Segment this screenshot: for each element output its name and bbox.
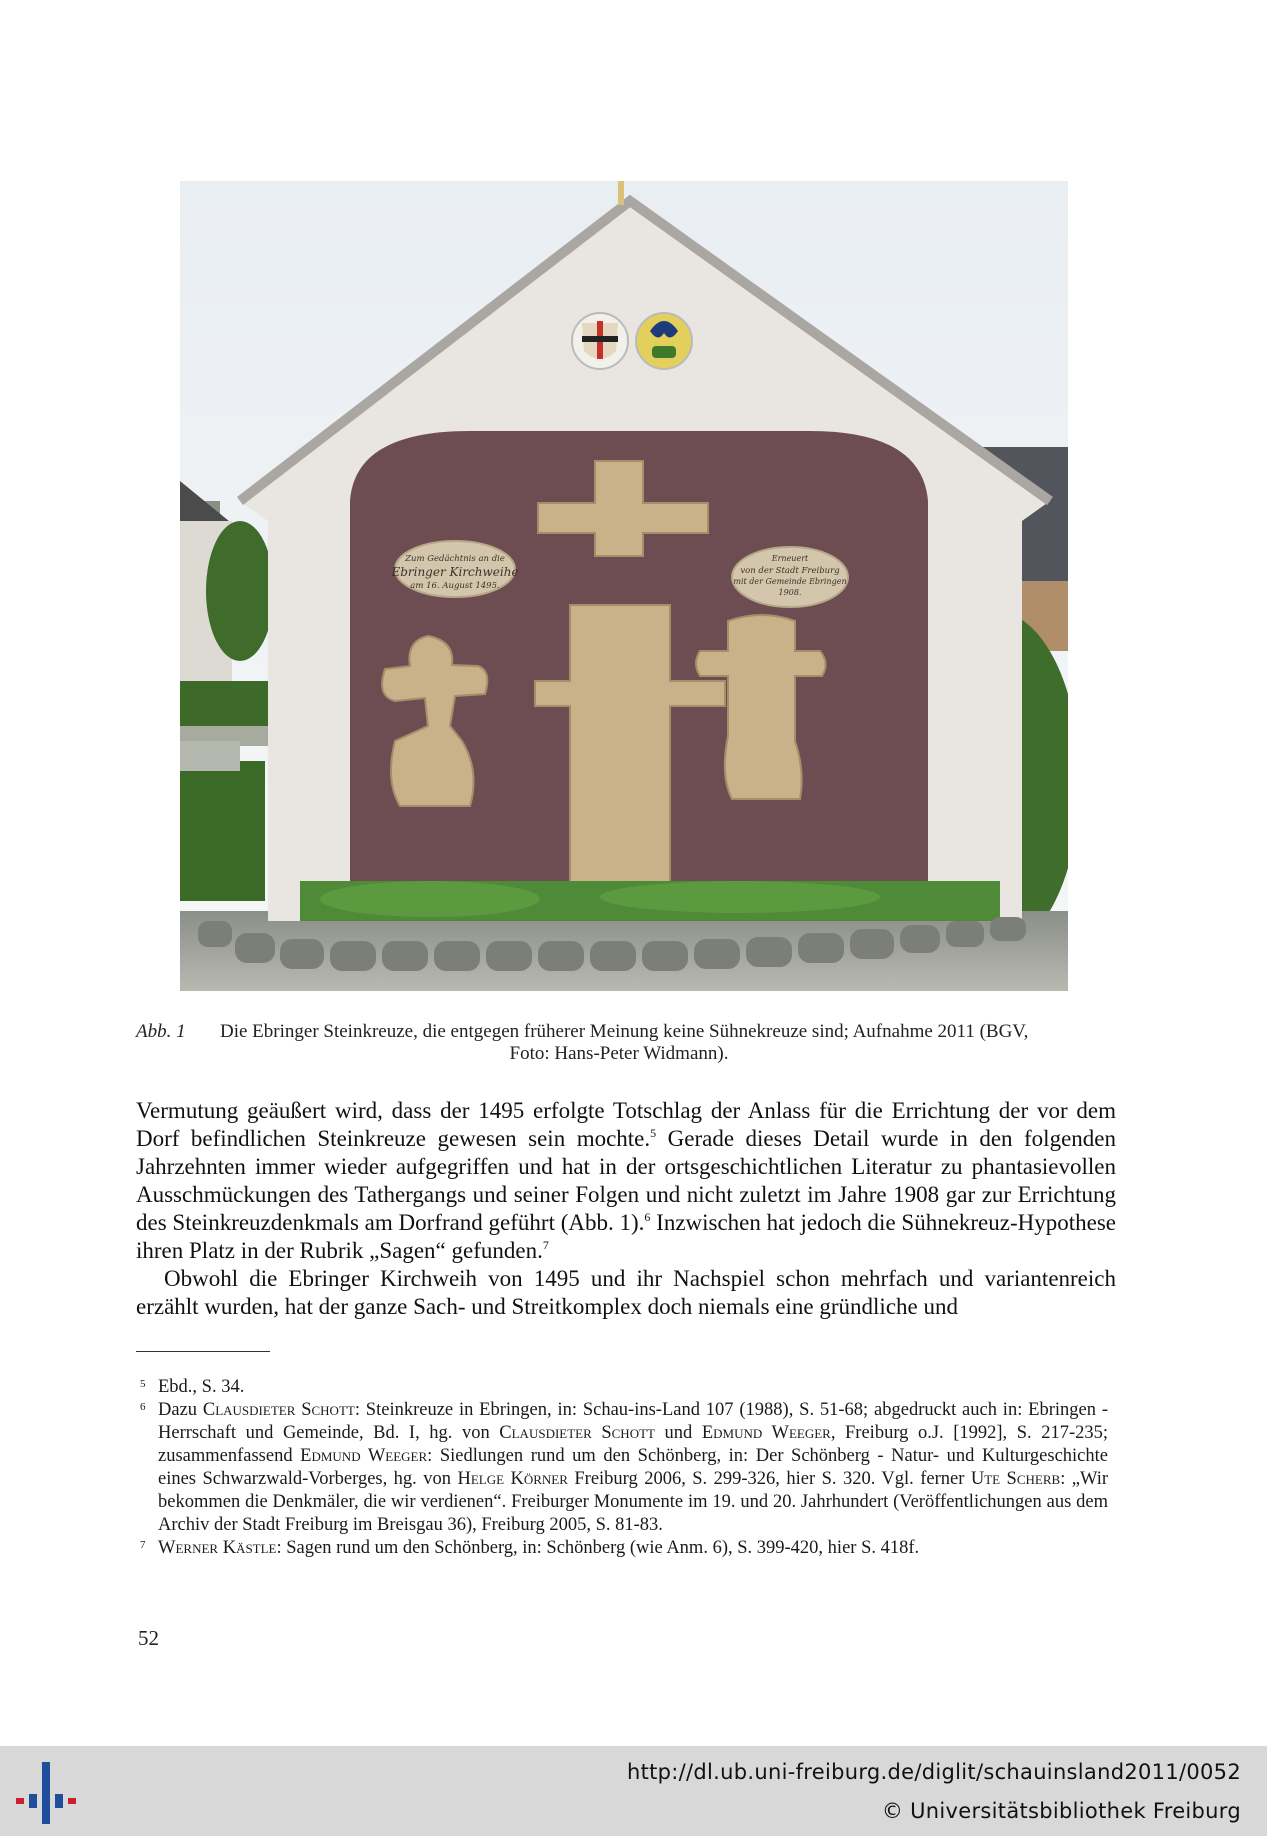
library-logo-icon (14, 1760, 78, 1826)
plaque-right-line2: von der Stadt Freiburg (740, 566, 840, 576)
footnote-number: 5 (140, 1378, 146, 1390)
author-name: Ute Scherb (970, 1469, 1061, 1489)
author-name: Clausdieter Schott (499, 1423, 655, 1443)
memorial-image (180, 181, 1068, 991)
footer-url-link[interactable]: http://dl.ub.uni-freiburg.de/diglit/schauinsland2011/0052 (626, 1760, 1241, 1784)
paragraph-2: Obwohl die Ebringer Kirchweih von 1495 und ihr Nachspiel schon mehrfach und variantenreich erzählt wurden, hat der ganze Sach- und Streitkomplex doch niemals eine gründliche und (136, 1266, 1116, 1319)
author-name: Werner Kästle (158, 1538, 277, 1558)
footnote-text: : Steinkreuze in Ebringen, in: Schau-ins-Land 107 (1988), S. 51-68; abgedruckt auch in: Ebringen - Herrschaft und Gemeinde, Bd. I, hg. von (158, 1400, 1108, 1443)
plaque-left-line2: Ebringer Kirchweihe (391, 565, 519, 579)
paragraph-1-part-c: Inzwischen hat jedoch die Sühnekreuz-Hypothese ihren Platz in der Rubrik „Sagen“ gefunden. (136, 1210, 1116, 1263)
footnote-5 (140, 1376, 1108, 1399)
footnote-6 (140, 1399, 1108, 1537)
footnote-text: Dazu (158, 1400, 203, 1420)
author-name: Clausdieter Schott (202, 1400, 355, 1420)
body-text (136, 1097, 1116, 1321)
page-number: 52 (138, 1626, 159, 1650)
footnote-ref-7[interactable]: 7 (542, 1238, 549, 1252)
footnote-text: , Freiburg o.J. [1992], S. 217-235; zusammenfassend (158, 1423, 1108, 1466)
footnote-ref-6[interactable]: 6 (644, 1210, 651, 1224)
caption-text-1: Die Ebringer Steinkreuze, die entgegen früherer Meinung keine Sühnekreuze sind; Aufnahme 2011 (BGV, (220, 1021, 1029, 1042)
footnotes (140, 1376, 1108, 1560)
footer-copyright: © Universitätsbibliothek Freiburg (881, 1799, 1241, 1823)
figure-photo (180, 181, 1068, 991)
footnote-number: 6 (140, 1401, 146, 1413)
author-name: Edmund Weeger (701, 1423, 831, 1443)
footnote-text: und (654, 1423, 702, 1443)
footnote-text: Freiburg 2006, S. 299-326, hier S. 320. Vgl. ferner (567, 1469, 971, 1489)
plaque-right-line4: 1908. (778, 588, 802, 597)
footnote-7 (140, 1537, 1108, 1560)
caption-text-2: Foto: Hans-Peter Widmann). (509, 1043, 729, 1064)
plaque-right-line3: mit der Gemeinde Ebringen (733, 577, 847, 586)
footnote-text: : Sagen rund um den Schönberg, in: Schönberg (wie Anm. 6), S. 399-420, hier S. 418f. (276, 1538, 920, 1558)
footer-bar (0, 1746, 1267, 1836)
paragraph-1-part-a: Vermutung geäußert wird, dass der 1495 erfolgte Totschlag der Anlass für die Errichtung der vor dem Dorf befindlichen Steinkreuze gewesen sein mochte. (136, 1098, 1116, 1151)
paragraph-1 (136, 1097, 1116, 1265)
footnote-number: 7 (140, 1539, 146, 1551)
plaque-left-line3: am 16. August 1495. (410, 581, 500, 591)
paragraph-1-part-b: Gerade dieses Detail wurde in den folgenden Jahrzehnten immer wieder aufgegriffen und hat in der ortsgeschichtlichen Literatur zu phantasievollen Ausschmückungen des Tathergangs und seiner Folgen und nicht zuletzt im Jahre 1908 gar zur Errichtung des Steinkreuzdenkmals am Dorfrand geführt (Abb. 1). (136, 1126, 1116, 1235)
footnote-text: : Siedlungen rund um den Schönberg, in: Der Schönberg - Natur- und Kulturgeschichte eines Schwarzwald-Vorberges, hg. von (158, 1446, 1108, 1489)
footnote-text: : „Wir bekommen die Denkmäler, die wir verdienen“. Freiburger Monumente im 19. und 20. Jahrhundert (Veröffentlichungen aus dem Archiv der Stadt Freiburg im Breisgau 36), Freiburg 2005, S. 81-83. (158, 1469, 1109, 1535)
plaque-right-line1: Erneuert (771, 554, 809, 563)
caption-label: Abb. 1 (136, 1021, 186, 1042)
author-name: Helge Körner (457, 1469, 568, 1489)
figure-caption (136, 1021, 1102, 1065)
caption-line-1 (136, 1021, 1102, 1043)
footnote-text: Ebd., S. 34. (158, 1377, 245, 1397)
footnote-ref-5[interactable]: 5 (650, 1126, 657, 1140)
plaque-left-line1: Zum Gedächtnis an die (405, 554, 505, 564)
footnote-separator (136, 1351, 270, 1352)
author-name: Edmund Weeger (300, 1446, 428, 1466)
